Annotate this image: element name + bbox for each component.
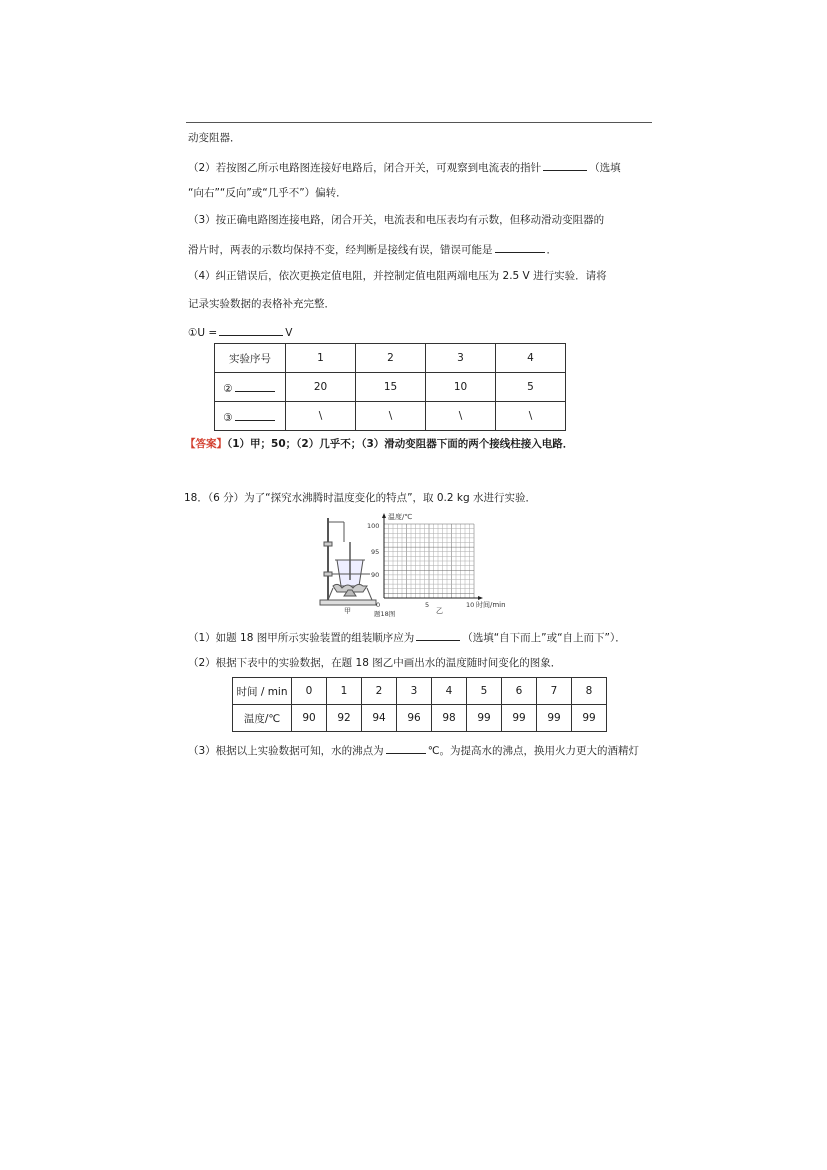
- y-tick-label: 100: [367, 522, 380, 530]
- temperature-time-grid: [384, 524, 474, 598]
- table-cell: \: [426, 402, 496, 431]
- question-18-part-2: （2）根据下表中的实验数据，在题 18 图乙中画出水的温度随时间变化的图象．: [188, 657, 562, 669]
- y-tick-label: 95: [371, 548, 380, 556]
- question-18-part-3: [188, 742, 639, 758]
- text-segment: （1）如题 18 图甲所示实验装置的组装顺序应为: [188, 632, 415, 644]
- text-segment: （选填: [589, 162, 621, 174]
- table-cell: 实验序号: [215, 344, 286, 373]
- y-axis-arrow: [382, 513, 386, 518]
- answer-blank[interactable]: [235, 409, 275, 421]
- table-cell: 4: [432, 678, 467, 705]
- temperature-data-table: [232, 677, 607, 732]
- table-cell: \: [496, 402, 566, 431]
- table-row: [215, 402, 566, 431]
- table-cell: 98: [432, 705, 467, 732]
- text-segment: ．: [546, 244, 557, 256]
- answer-blank[interactable]: [416, 629, 460, 641]
- text-segment: （2）若按图乙所示电路图连接好电路后，闭合开关，可观察到电流表的指针: [188, 162, 542, 174]
- table-cell: 4: [496, 344, 566, 373]
- question-18-part-1: [188, 629, 626, 645]
- table-cell: 99: [572, 705, 607, 732]
- answer-tag: 【答案】: [185, 438, 227, 450]
- answer-line: [185, 437, 573, 451]
- table-cell: 5: [496, 373, 566, 402]
- table-cell: \: [356, 402, 426, 431]
- answer-blank[interactable]: [219, 324, 283, 336]
- text-segment: V: [285, 327, 293, 339]
- table-cell: 99: [502, 705, 537, 732]
- y-tick-label: 90: [371, 571, 380, 579]
- table-cell: 5: [467, 678, 502, 705]
- text-line: “向右”“反向”或“几乎不”）偏转．: [188, 187, 347, 199]
- label-yi: 乙: [436, 607, 443, 615]
- x-tick-label: 10: [466, 601, 475, 609]
- figure-18-svg: [318, 512, 523, 618]
- x-tick-label: 0: [376, 601, 381, 609]
- answer-text: （1）甲；50；（2）几乎不；（3）滑动变阻器下面的两个接线柱接入电路．: [227, 438, 574, 450]
- table-cell: 2: [362, 678, 397, 705]
- x-tick-label: 5: [425, 601, 430, 609]
- page-top-rule: [186, 122, 652, 123]
- row-label: ②: [223, 382, 233, 395]
- experiment-record-table: [214, 343, 566, 431]
- table-cell: 92: [327, 705, 362, 732]
- text-segment: 滑片时，两表的示数均保持不变，经判断是接线有误，错误可能是: [188, 244, 493, 256]
- x-axis-arrow: [478, 596, 483, 600]
- text-segment: （3）根据以上实验数据可知，水的沸点为: [188, 745, 384, 757]
- figure-18: [318, 512, 523, 618]
- text-segment: ①U =: [188, 327, 218, 339]
- voltage-line: [188, 324, 292, 340]
- answer-blank[interactable]: [495, 241, 545, 253]
- label-jia: 甲: [344, 607, 351, 615]
- table-row: [215, 373, 566, 402]
- table-cell: [215, 373, 286, 402]
- table-row: [233, 705, 607, 732]
- table-cell: \: [286, 402, 356, 431]
- row-label: ③: [223, 411, 233, 424]
- x-axis-label: 时间/min: [476, 601, 506, 609]
- table-cell: 温度/℃: [233, 705, 292, 732]
- table-cell: 3: [426, 344, 496, 373]
- table-cell: 10: [426, 373, 496, 402]
- text-line: 动变阻器．: [188, 132, 241, 144]
- table-cell: 0: [292, 678, 327, 705]
- table-cell: 3: [397, 678, 432, 705]
- table-cell: 8: [572, 678, 607, 705]
- question-17-part-2: [188, 159, 621, 175]
- answer-blank[interactable]: [543, 159, 587, 171]
- question-17-part-3: （3）按正确电路图连接电路，闭合开关，电流表和电压表均有示数，但移动滑动变阻器的: [188, 214, 605, 226]
- table-cell: 15: [356, 373, 426, 402]
- table-cell: 90: [292, 705, 327, 732]
- answer-blank[interactable]: [386, 742, 426, 754]
- table-cell: 1: [286, 344, 356, 373]
- figure-caption: 题18图: [374, 610, 396, 618]
- table-cell: 20: [286, 373, 356, 402]
- question-17-part-4: （4）纠正错误后，依次更换定值电阻，并控制定值电阻两端电压为 2.5 V 进行实验．请将: [188, 270, 607, 282]
- table-cell: 99: [537, 705, 572, 732]
- heating-apparatus-drawing: [320, 518, 376, 605]
- table-row: [215, 344, 566, 373]
- text-line: [188, 241, 557, 257]
- y-axis-label: 温度/℃: [388, 513, 413, 521]
- text-segment: （选填“自下而上”或“自上而下”）．: [462, 632, 626, 644]
- table-cell: [215, 402, 286, 431]
- table-cell: 96: [397, 705, 432, 732]
- text-line: 记录实验数据的表格补充完整．: [188, 298, 335, 310]
- answer-blank[interactable]: [235, 380, 275, 392]
- table-cell: 时间 / min: [233, 678, 292, 705]
- table-row: [233, 678, 607, 705]
- table-cell: 99: [467, 705, 502, 732]
- table-cell: 1: [327, 678, 362, 705]
- question-18-title: 18．（6 分）为了“探究水沸腾时温度变化的特点”，取 0.2 kg 水进行实验．: [184, 492, 536, 504]
- table-cell: 94: [362, 705, 397, 732]
- table-cell: 7: [537, 678, 572, 705]
- table-cell: 2: [356, 344, 426, 373]
- text-segment: ℃。为提高水的沸点，换用火力更大的酒精灯: [427, 745, 639, 757]
- table-cell: 6: [502, 678, 537, 705]
